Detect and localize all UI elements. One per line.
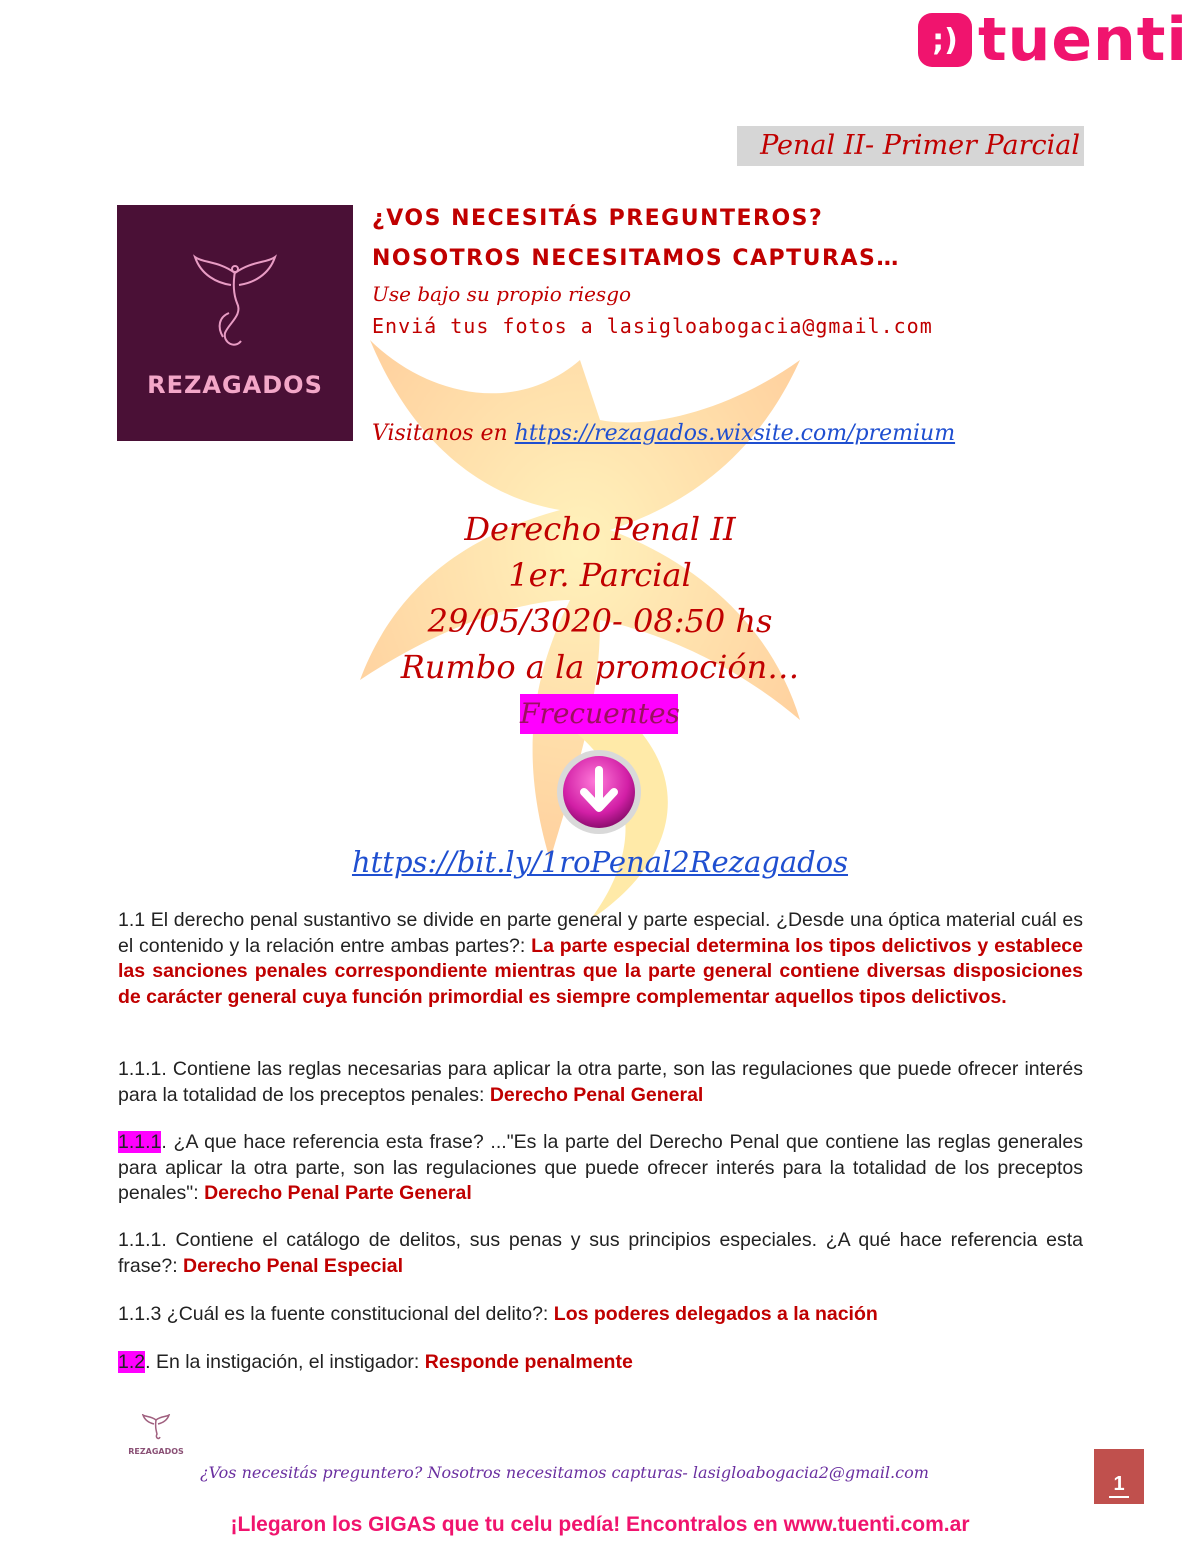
promo-line-1: ¿VOS NECESITÁS PREGUNTEROS? (372, 206, 824, 231)
answer-text: Responde penalmente (424, 1351, 633, 1373)
promo-line-2: NOSOTROS NECESITAMOS CAPTURAS… (372, 246, 900, 271)
question-text: . ¿A que hace referencia esta frase? ..."Es la parte del Derecho Penal que contiene las reglas generales para aplicar la otra parte, son las regulaciones que puede ofrecer interés para la totalidad de los preceptos penales": (118, 1131, 1083, 1204)
visit-label: Visitanos en (372, 421, 515, 446)
footer-slogan: ¿Vos necesitás preguntero? Nosotros necesitamos capturas- lasigloabogacia2@gmail.com (200, 1463, 929, 1482)
question-item (118, 1130, 1083, 1207)
phoenix-small-icon (141, 1414, 171, 1442)
answer-text: Derecho Penal Parte General (204, 1182, 472, 1204)
tuenti-banner[interactable]: ¡Llegaron los GIGAS que tu celu pedía! Encontralos en www.tuenti.com.ar (230, 1513, 970, 1536)
question-item (118, 1350, 1083, 1376)
question-number-highlight: 1.2 (118, 1351, 146, 1373)
question-text: 1.1.1. Contiene el catálogo de delitos, sus penas y sus principios especiales. ¿A qué hace referencia esta frase?: (118, 1229, 1083, 1277)
question-item (118, 1228, 1083, 1279)
promo-email-line: Enviá tus fotos a lasigloabogacia@gmail.com (372, 314, 933, 338)
question-text: . En la instigación, el instigador: (145, 1351, 425, 1373)
course-title: Derecho Penal II (464, 510, 736, 548)
question-item (118, 1057, 1083, 1108)
website-link[interactable]: https://rezagados.wixsite.com/premium (514, 421, 956, 446)
page-number (1094, 1449, 1144, 1504)
question-text: 1.1 El derecho penal sustantivo se divide en parte general y parte especial. ¿Desde una óptica material cuál es el contenido y la relación entre ambas partes?: (118, 909, 1083, 957)
question-text: 1.1.1. Contiene las reglas necesarias para aplicar la otra parte, son las regulaciones que puede ofrecer interés para la totalidad de los preceptos penales: (118, 1058, 1083, 1106)
phoenix-icon (189, 253, 281, 353)
tuenti-logo[interactable] (918, 5, 1188, 75)
promo-line-3: Use bajo su propio riesgo (372, 282, 632, 306)
exam-date: 29/05/3020- 08:50 hs (427, 602, 773, 640)
answer-text: Derecho Penal General (489, 1083, 704, 1106)
exam-tagline: Rumbo a la promoción… (400, 648, 800, 686)
tuenti-wordmark: tuenti (977, 5, 1188, 75)
document-header-title: Penal II- Primer Parcial (737, 126, 1084, 166)
exam-title: 1er. Parcial (508, 556, 692, 594)
frecuentes-highlight: Frecuentes (520, 694, 678, 734)
answer-text: La parte especial determina los tipos delictivos y establece las sanciones penales correspondiente mientras que la parte general contiene diversas disposiciones de carácter general cuya función primordial es siempre complementar aquellos tipos delictivos. (118, 934, 1083, 1008)
question-text: 1.1.3 ¿Cuál es la fuente constitucional del delito?: (118, 1303, 554, 1325)
question-number-highlight: 1.1.1 (118, 1131, 162, 1153)
tuenti-badge-icon: ;) (918, 13, 972, 67)
rezagados-logo (117, 205, 353, 441)
footer-logo (126, 1414, 186, 1464)
answer-text: Los poderes delegados a la nación (553, 1303, 878, 1325)
question-item (118, 908, 1083, 1010)
short-link[interactable]: https://bit.ly/1roPenal2Rezagados (351, 845, 849, 879)
footer-logo-text: REZAGADOS (128, 1447, 184, 1456)
arrow-down-circle-icon[interactable] (550, 748, 648, 836)
page-number-text: 1 (1109, 1473, 1128, 1498)
visit-line (372, 421, 955, 446)
question-item (118, 1302, 1083, 1328)
answer-text: Derecho Penal Especial (183, 1254, 404, 1277)
logo-text: REZAGADOS (147, 371, 323, 399)
